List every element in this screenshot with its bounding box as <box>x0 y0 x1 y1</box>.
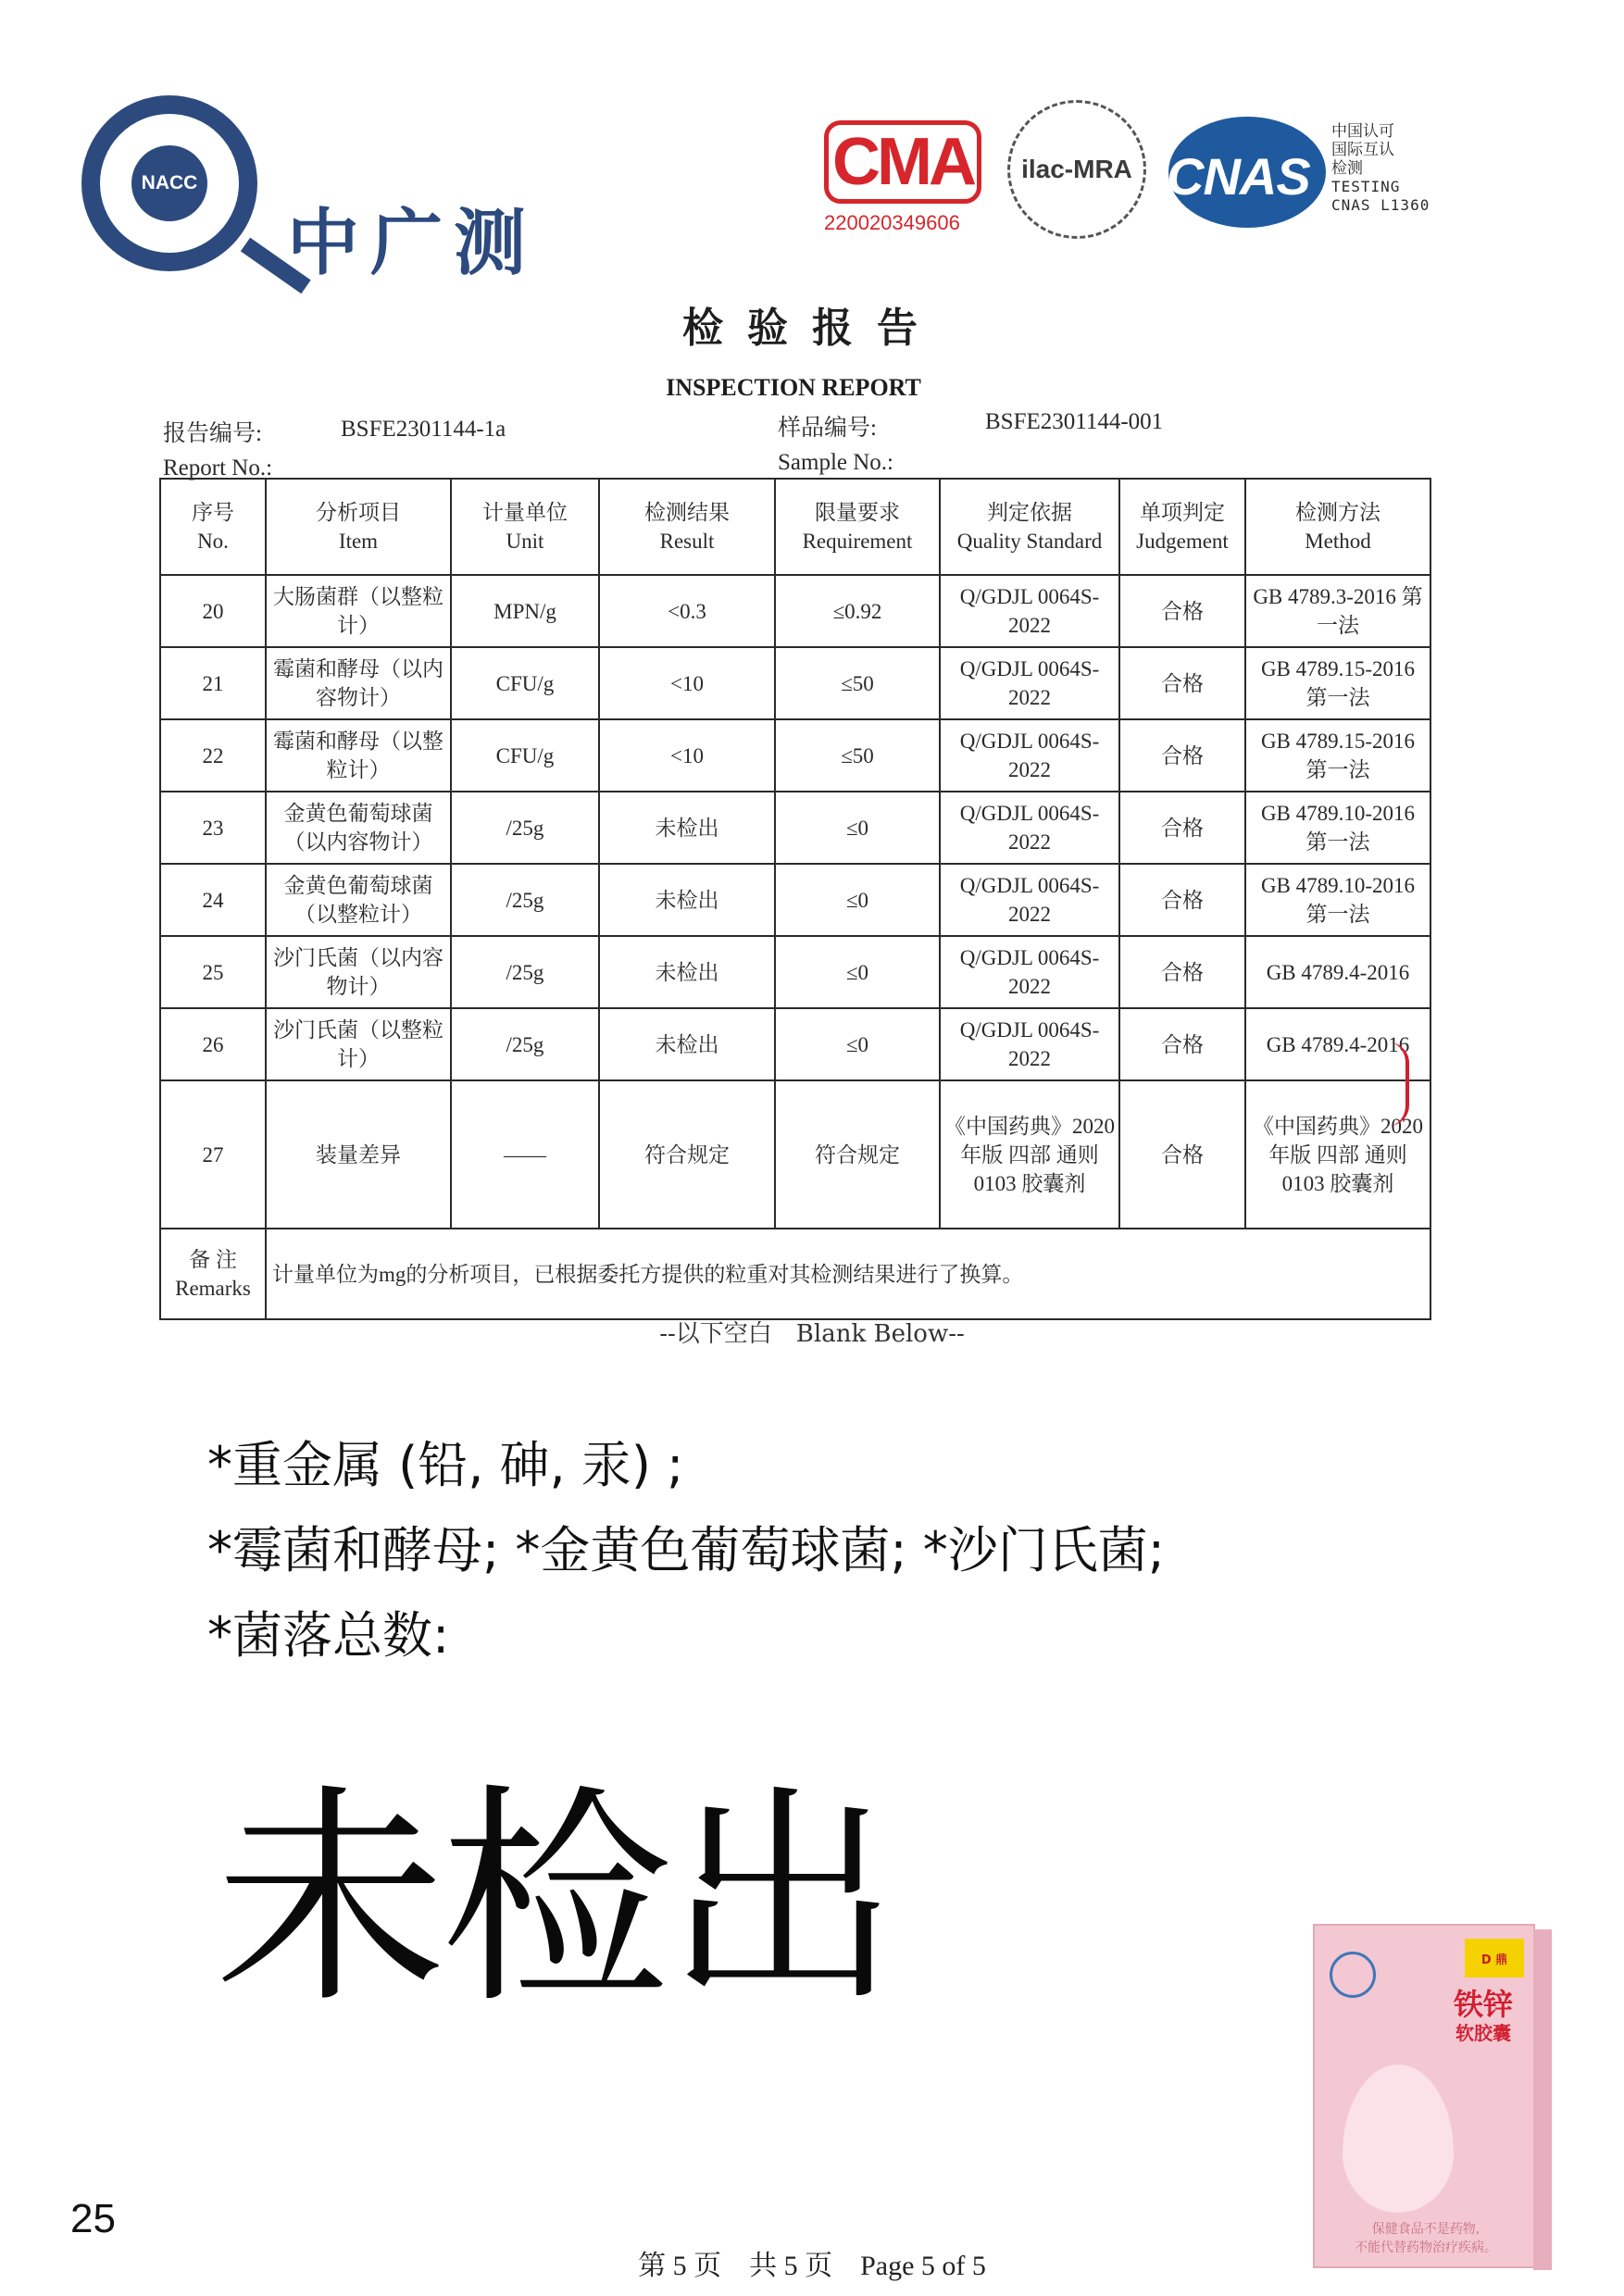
cell-result: 未检出 <box>599 792 775 864</box>
remarks-label-cn: 备 注 <box>189 1248 237 1271</box>
product-warning-line: 保健食品不是药物, <box>1371 2222 1480 2237</box>
cell-requirement: ≤50 <box>775 719 940 792</box>
cell-unit: /25g <box>451 792 599 864</box>
cell-item: 沙门氏菌（以内容物计） <box>266 936 451 1008</box>
cell-item: 霉菌和酵母（以内容物计） <box>266 647 451 719</box>
sample-no: BSFE2301144-001 <box>985 409 1164 434</box>
table-row <box>160 936 1430 1008</box>
cell-requirement: 符合规定 <box>775 1080 940 1229</box>
cell-result: <10 <box>599 647 775 719</box>
cell-no: 26 <box>160 1008 266 1080</box>
sample-no-label-cn: 样品编号: <box>778 416 877 441</box>
inspection-table <box>159 478 1431 1320</box>
col-header-requirement: 限量要求 Requirement <box>775 479 940 575</box>
cell-no: 27 <box>160 1080 266 1229</box>
product-box-image <box>1313 1924 1554 2277</box>
health-food-seal-icon <box>1330 1952 1376 1998</box>
cell-result: <10 <box>599 719 775 792</box>
cnas-side-text <box>1331 122 1452 215</box>
cell-method: GB 4789.4-2016 <box>1245 936 1430 1008</box>
annotation-line-1: *重金属 (铅, 砷, 汞) ; <box>207 1436 684 1494</box>
cell-standard: Q/GDJL 0064S-2022 <box>940 719 1119 792</box>
cell-judgement: 合格 <box>1119 647 1245 719</box>
cell-unit: CFU/g <box>451 719 599 792</box>
cell-method: GB 4789.3-2016 第一法 <box>1245 575 1430 647</box>
product-name-line-1: 铁锌 <box>1453 1987 1513 2022</box>
product-brand: D 鼎 <box>1465 1939 1524 1978</box>
col-header-no: 序号 No. <box>160 479 266 575</box>
cell-requirement: ≤0.92 <box>775 575 940 647</box>
cell-method: GB 4789.10-2016 第一法 <box>1245 864 1430 936</box>
cma-number: 220020349606 <box>824 211 960 234</box>
cell-requirement: ≤0 <box>775 1008 940 1080</box>
cell-unit: MPN/g <box>451 575 599 647</box>
cnas-side-line: CNAS L1360 <box>1331 196 1430 214</box>
product-name-line-2: 软胶囊 <box>1455 2022 1511 2044</box>
cell-no: 23 <box>160 792 266 864</box>
ilac-mark: ilac-MRA <box>1007 100 1146 239</box>
table-row <box>160 575 1430 647</box>
cell-item: 大肠菌群（以整粒计） <box>266 575 451 647</box>
table-row <box>160 647 1430 719</box>
cell-judgement: 合格 <box>1119 864 1245 936</box>
table-row <box>160 864 1430 936</box>
cell-method: GB 4789.15-2016 第一法 <box>1245 719 1430 792</box>
cell-no: 22 <box>160 719 266 792</box>
company-name: 中广测 <box>287 202 538 285</box>
drop-face-icon <box>1343 2065 1454 2213</box>
cell-standard: Q/GDJL 0064S-2022 <box>940 575 1119 647</box>
cell-standard: Q/GDJL 0064S-2022 <box>940 792 1119 864</box>
cnas-logo <box>1168 109 1446 239</box>
cnas-side-line: 检测 <box>1331 159 1363 178</box>
table-row <box>160 1080 1430 1229</box>
page-number: 25 <box>70 2196 116 2241</box>
cell-result: 未检出 <box>599 1008 775 1080</box>
cnas-side-line: TESTING <box>1331 178 1401 195</box>
cell-method: GB 4789.15-2016 第一法 <box>1245 647 1430 719</box>
remarks-text: 计量单位为mg的分析项目，已根据委托方提供的粒重对其检测结果进行了换算。 <box>266 1229 1430 1319</box>
cell-unit: /25g <box>451 1008 599 1080</box>
red-pen-mark <box>1389 1042 1409 1126</box>
cell-result: <0.3 <box>599 575 775 647</box>
cell-unit: CFU/g <box>451 647 599 719</box>
cell-item: 金黄色葡萄球菌（以整粒计） <box>266 864 451 936</box>
cell-item: 霉菌和酵母（以整粒计） <box>266 719 451 792</box>
cell-unit: /25g <box>451 864 599 936</box>
col-header-method: 检测方法 Method <box>1245 479 1430 575</box>
cell-requirement: ≤0 <box>775 864 940 936</box>
table-row <box>160 1008 1430 1080</box>
cell-item: 沙门氏菌（以整粒计） <box>266 1008 451 1080</box>
cell-requirement: ≤50 <box>775 647 940 719</box>
cell-requirement: ≤0 <box>775 792 940 864</box>
cell-no: 24 <box>160 864 266 936</box>
cell-method: GB 4789.4-2016 <box>1245 1008 1430 1080</box>
cell-no: 25 <box>160 936 266 1008</box>
remarks-label <box>160 1229 266 1319</box>
report-no-label-cn: 报告编号: <box>163 421 262 446</box>
cell-no: 20 <box>160 575 266 647</box>
product-warning-line: 不能代替药物治疗疾病。 <box>1355 2240 1497 2255</box>
cell-result: 未检出 <box>599 864 775 936</box>
cell-requirement: ≤0 <box>775 936 940 1008</box>
cell-judgement: 合格 <box>1119 936 1245 1008</box>
cell-result: 未检出 <box>599 936 775 1008</box>
cell-standard: 《中国药典》2020年版 四部 通则0103 胶囊剂 <box>940 1080 1119 1229</box>
table-row <box>160 719 1430 792</box>
cell-standard: Q/GDJL 0064S-2022 <box>940 1008 1119 1080</box>
col-header-item: 分析项目 Item <box>266 479 451 575</box>
cell-unit: —— <box>451 1080 599 1229</box>
cell-judgement: 合格 <box>1119 1008 1245 1080</box>
report-title-en: INSPECTION REPORT <box>666 374 921 401</box>
col-header-judgement: 单项判定 Judgement <box>1119 479 1245 575</box>
col-header-unit: 计量单位 Unit <box>451 479 599 575</box>
cell-judgement: 合格 <box>1119 792 1245 864</box>
cell-unit: /25g <box>451 936 599 1008</box>
remarks-label-en: Remarks <box>175 1277 251 1300</box>
cnas-mark: CNAS <box>1167 147 1310 206</box>
cell-judgement: 合格 <box>1119 719 1245 792</box>
table-row <box>160 792 1430 864</box>
nacc-logo <box>74 88 556 285</box>
cell-method: 《中国药典》2020年版 四部 通则0103 胶囊剂 <box>1245 1080 1430 1229</box>
cell-standard: Q/GDJL 0064S-2022 <box>940 936 1119 1008</box>
cell-item: 装量差异 <box>266 1080 451 1229</box>
page-footer: 第 5 页 共 5 页 Page 5 of 5 <box>638 2251 986 2281</box>
cell-standard: Q/GDJL 0064S-2022 <box>940 647 1119 719</box>
sample-no-label-en: Sample No.: <box>778 450 893 475</box>
cnas-side-line: 中国认可 <box>1331 122 1394 141</box>
product-box-side <box>1533 1929 1552 2270</box>
not-detected-stamp: 未检出 <box>215 1765 893 2034</box>
cell-judgement: 合格 <box>1119 1080 1245 1229</box>
product-name <box>1446 1987 1520 2044</box>
cell-method: GB 4789.10-2016 第一法 <box>1245 792 1430 864</box>
product-box-front <box>1313 1924 1535 2268</box>
cma-logo <box>824 120 991 250</box>
cnas-side-line: 国际互认 <box>1331 141 1394 159</box>
annotation-line-2: *霉菌和酵母; *金黄色葡萄球菌; *沙门氏菌; <box>207 1521 1165 1579</box>
report-title-cn: 检验报告 <box>682 305 942 352</box>
nacc-badge: NACC <box>131 145 207 221</box>
cma-mark: CMA <box>824 120 981 204</box>
cell-no: 21 <box>160 647 266 719</box>
annotation-line-3: *菌落总数: <box>207 1606 450 1665</box>
col-header-result: 检测结果 Result <box>599 479 775 575</box>
blank-below: --以下空白 Blank Below-- <box>659 1320 965 1348</box>
table-header-row <box>160 479 1430 575</box>
remarks-row <box>160 1229 1430 1319</box>
report-no-label-en: Report No.: <box>163 455 273 480</box>
report-no: BSFE2301144-1a <box>341 417 506 442</box>
cell-item: 金黄色葡萄球菌（以内容物计） <box>266 792 451 864</box>
cell-result: 符合规定 <box>599 1080 775 1229</box>
cell-judgement: 合格 <box>1119 575 1245 647</box>
col-header-standard: 判定依据 Quality Standard <box>940 479 1119 575</box>
ilac-logo <box>1007 100 1146 239</box>
cell-standard: Q/GDJL 0064S-2022 <box>940 864 1119 936</box>
